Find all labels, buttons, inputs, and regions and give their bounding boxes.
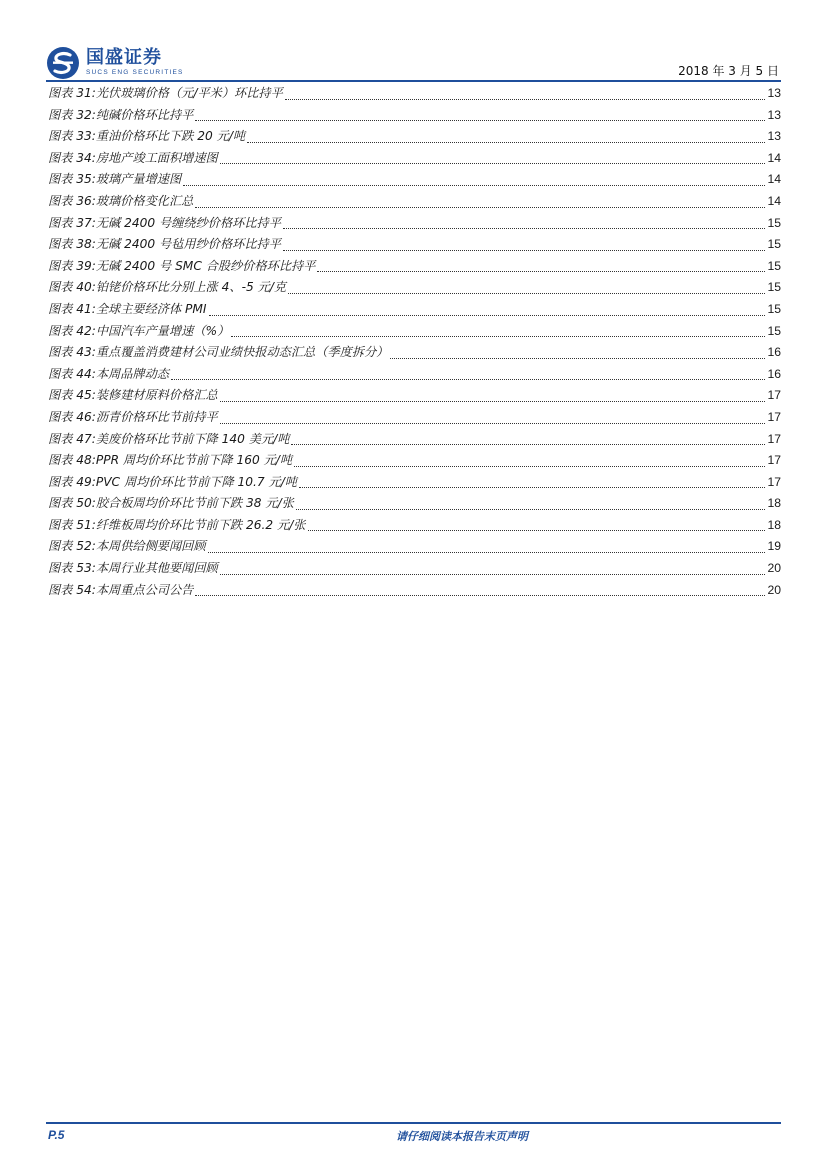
toc-entry-label: 图表 41:: [48, 301, 96, 316]
toc-entry-label: 图表 50:: [48, 496, 96, 511]
toc-entry-page: 15: [767, 215, 781, 230]
toc-entry[interactable]: [48, 494, 781, 516]
toc-entry-title: 纤维板周均价环比节前下跌 26.2 元/张: [95, 517, 306, 532]
toc-entry-page: 15: [767, 323, 781, 338]
toc-entry-label: 图表 35:: [48, 172, 96, 187]
toc-entry-label: 图表 52:: [48, 539, 96, 554]
toc-entry[interactable]: [48, 559, 781, 581]
toc-entry-title: 胶合板周均价环比节前下跌 38 元/张: [95, 496, 294, 511]
toc-entry-page: 16: [767, 345, 781, 360]
toc-entry-page: 16: [767, 366, 781, 381]
toc-entry[interactable]: [48, 408, 781, 430]
toc-entry[interactable]: [48, 430, 781, 452]
toc-entry[interactable]: [48, 516, 781, 538]
toc-entry-label: 图表 49:: [48, 474, 96, 489]
toc-entry-page: 15: [767, 280, 781, 295]
toc-entry[interactable]: [48, 106, 781, 128]
toc-entry-label: 图表 32:: [48, 107, 96, 122]
disclaimer-note: 请仔细阅读本报告末页声明: [396, 1130, 528, 1143]
toc-leader-dots: [195, 119, 765, 121]
toc-entry-page: 15: [767, 301, 781, 316]
toc-entry[interactable]: [48, 149, 781, 171]
toc-leader-dots: [294, 465, 765, 467]
report-date: 2018 年 3 月 5 日: [678, 64, 779, 78]
toc-entry-title: 本周重点公司公告: [95, 582, 194, 597]
toc-entry-label: 图表 45:: [48, 388, 96, 403]
toc-leader-dots: [291, 443, 765, 445]
toc-entry[interactable]: [48, 581, 781, 603]
toc-entry-title: 本周行业其他要闻回顾: [95, 561, 218, 576]
toc-leader-dots: [247, 141, 765, 143]
toc-entry-title: 无碱 2400 号缠绕纱价格环比持平: [95, 215, 281, 230]
toc-entry[interactable]: [48, 300, 781, 322]
toc-entry[interactable]: [48, 386, 781, 408]
toc-entry-page: 17: [767, 453, 781, 468]
figure-table-of-contents: [48, 84, 781, 602]
toc-entry-title: 中国汽车产量增速（%）: [95, 323, 230, 338]
toc-entry-title: 纯碱价格环比持平: [95, 107, 194, 122]
toc-entry-title: 本周品牌动态: [95, 366, 169, 381]
toc-entry-label: 图表 40:: [48, 280, 96, 295]
toc-entry-label: 图表 43:: [48, 345, 96, 360]
toc-leader-dots: [390, 357, 765, 359]
toc-entry-label: 图表 54:: [48, 582, 96, 597]
toc-entry-title: 铂铑价格环比分别上涨 4、-5 元/克: [95, 280, 287, 295]
toc-entry-title: PPR 周均价环比节前下降 160 元/吨: [95, 453, 293, 468]
toc-entry-label: 图表 39:: [48, 258, 96, 273]
toc-entry-page: 20: [767, 582, 781, 597]
toc-entry[interactable]: [48, 235, 781, 257]
footer-divider: [46, 1122, 781, 1124]
toc-leader-dots: [220, 422, 766, 424]
company-logo: [46, 46, 184, 80]
toc-entry-page: 20: [767, 561, 781, 576]
toc-entry[interactable]: [48, 192, 781, 214]
logo-english-name: SUCS ENG SECURITIES: [86, 69, 184, 77]
toc-leader-dots: [195, 594, 765, 596]
header-divider: [46, 80, 781, 82]
toc-entry-page: 13: [767, 107, 781, 122]
toc-leader-dots: [296, 508, 766, 510]
toc-entry[interactable]: [48, 84, 781, 106]
toc-entry[interactable]: [48, 170, 781, 192]
toc-entry[interactable]: [48, 473, 781, 495]
toc-entry-label: 图表 33:: [48, 129, 96, 144]
toc-entry-page: 17: [767, 431, 781, 446]
toc-entry-title: 美废价格环比节前下降 140 美元/吨: [95, 431, 290, 446]
logo-chinese-name: 国盛证券: [86, 47, 162, 69]
toc-entry-page: 19: [767, 539, 781, 554]
toc-entry-page: 17: [767, 474, 781, 489]
toc-leader-dots: [231, 335, 765, 337]
toc-entry-title: PVC 周均价环比节前下降 10.7 元/吨: [95, 474, 297, 489]
toc-entry-title: 全球主要经济体 PMI: [95, 301, 207, 316]
toc-entry-label: 图表 44:: [48, 366, 96, 381]
toc-entry-label: 图表 48:: [48, 453, 96, 468]
page-header: [46, 44, 781, 84]
toc-entry-title: 装修建材原料价格汇总: [95, 388, 218, 403]
toc-entry[interactable]: [48, 365, 781, 387]
toc-entry-page: 13: [767, 86, 781, 100]
toc-entry[interactable]: [48, 257, 781, 279]
toc-entry-label: 图表 53:: [48, 561, 96, 576]
toc-entry-label: 图表 34:: [48, 150, 96, 165]
toc-leader-dots: [183, 184, 765, 186]
toc-entry-title: 光伏玻璃价格（元/平米）环比持平: [95, 86, 283, 100]
toc-entry-label: 图表 36:: [48, 193, 96, 208]
toc-entry[interactable]: [48, 343, 781, 365]
toc-entry-title: 本周供给侧要闻回顾: [95, 539, 206, 554]
toc-entry-title: 玻璃价格变化汇总: [95, 193, 194, 208]
toc-entry-title: 重油价格环比下跌 20 元/吨: [95, 129, 246, 144]
toc-leader-dots: [288, 292, 765, 294]
toc-entry-title: 无碱 2400 号毡用纱价格环比持平: [95, 237, 281, 252]
toc-leader-dots: [299, 486, 765, 488]
toc-entry-title: 重点覆盖消费建材公司业绩快报动态汇总（季度拆分）: [95, 345, 389, 360]
toc-entry[interactable]: [48, 537, 781, 559]
toc-entry[interactable]: [48, 127, 781, 149]
toc-entry-page: 13: [767, 129, 781, 144]
toc-entry-label: 图表 51:: [48, 517, 96, 532]
toc-entry-page: 15: [767, 258, 781, 273]
toc-entry-title: 沥青价格环比节前持平: [95, 409, 218, 424]
toc-leader-dots: [220, 573, 766, 575]
toc-entry-page: 18: [767, 496, 781, 511]
toc-entry-title: 玻璃产量增速图: [95, 172, 182, 187]
toc-entry-page: 14: [767, 193, 781, 208]
toc-entry-label: 图表 37:: [48, 215, 96, 230]
toc-entry-title: 无碱 2400 号 SMC 合股纱价格环比持平: [95, 258, 316, 273]
toc-entry[interactable]: [48, 322, 781, 344]
toc-entry-label: 图表 47:: [48, 431, 96, 446]
toc-entry-label: 图表 31:: [48, 86, 96, 100]
toc-entry-page: 14: [767, 150, 781, 165]
toc-leader-dots: [317, 270, 765, 272]
toc-entry[interactable]: [48, 278, 781, 300]
page-number: P.5: [48, 1128, 65, 1142]
toc-leader-dots: [308, 529, 766, 531]
toc-leader-dots: [171, 378, 765, 380]
toc-entry[interactable]: [48, 451, 781, 473]
toc-leader-dots: [220, 162, 766, 164]
toc-entry-page: 17: [767, 409, 781, 424]
toc-entry-label: 图表 42:: [48, 323, 96, 338]
toc-entry-page: 14: [767, 172, 781, 187]
toc-leader-dots: [283, 249, 766, 251]
toc-entry-label: 图表 46:: [48, 409, 96, 424]
toc-entry-page: 15: [767, 237, 781, 252]
toc-leader-dots: [220, 400, 766, 402]
toc-entry-page: 18: [767, 517, 781, 532]
toc-leader-dots: [283, 227, 766, 229]
toc-entry-label: 图表 38:: [48, 237, 96, 252]
guosheng-logo-icon: [46, 46, 80, 80]
toc-leader-dots: [195, 206, 765, 208]
toc-entry-title: 房地产竣工面积增速图: [95, 150, 218, 165]
toc-entry[interactable]: [48, 214, 781, 236]
toc-leader-dots: [209, 314, 766, 316]
toc-entry-page: 17: [767, 388, 781, 403]
toc-leader-dots: [208, 551, 766, 553]
toc-leader-dots: [285, 98, 766, 100]
